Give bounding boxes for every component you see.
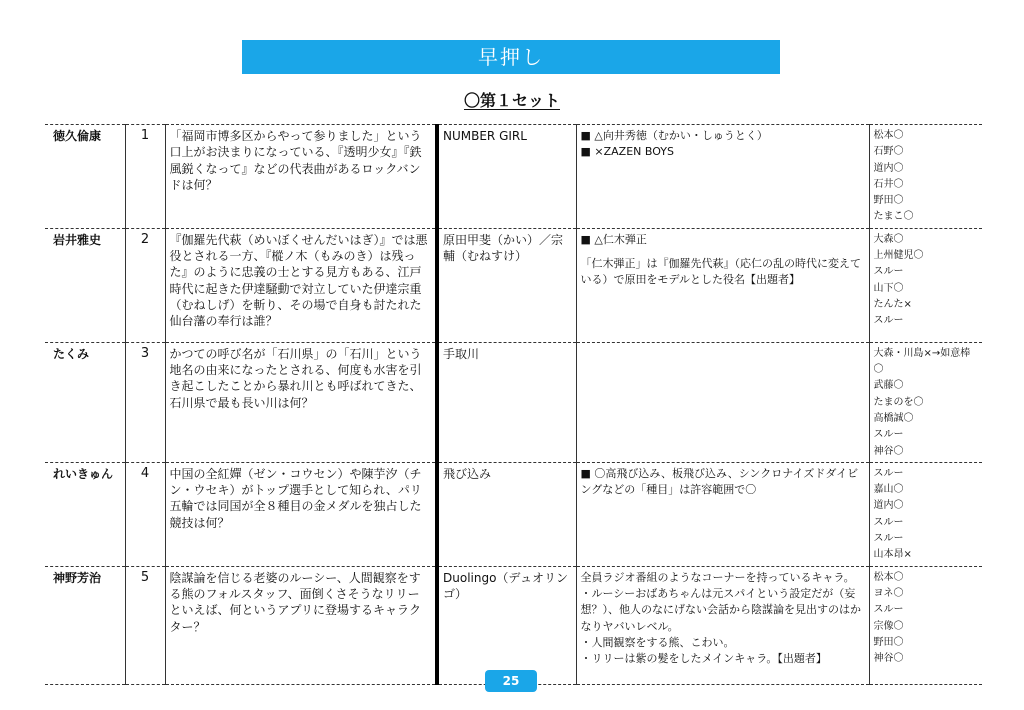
result-line: 大森・川島×→如意棒〇 — [873, 347, 971, 376]
section-banner: 早押し — [242, 40, 780, 74]
result-line: スルー — [873, 266, 904, 278]
question-number: 5 — [125, 566, 165, 684]
question-table — [45, 124, 982, 685]
note-line: 「仁木弾正」は『伽羅先代萩』（応仁の乱の時代に変えている）で原田をモデルとした役名【出題者】 — [580, 257, 861, 287]
results-cell — [869, 462, 982, 566]
question-text: かつての呼び名が「石川県」の「石川」という地名の由来になったとされる、何度も水害を引き起こしたことから暴れ川とも呼ばれてきた、石川県で最も長い川は何？ — [165, 342, 437, 462]
notes-cell — [576, 228, 869, 342]
result-line: 石井〇 — [873, 178, 904, 190]
note-line: ・ルーシーおばあちゃんは元スパイという設定だが（妄想？）、他人のなにげない会話から陰謀論を見出すのはかなりヤバいレベル。 — [580, 586, 861, 633]
result-line: 道内〇 — [873, 500, 904, 512]
author-cell: 神野芳治 — [45, 566, 125, 684]
result-line: スルー — [873, 315, 904, 327]
results-cell — [869, 566, 982, 684]
result-line: 山下〇 — [873, 282, 904, 294]
result-line: 宗像〇 — [873, 620, 904, 632]
table-row — [45, 228, 982, 342]
table-row — [45, 566, 982, 684]
result-line: ヨネ〇 — [873, 587, 904, 599]
note-line: ・リリーは紫の髪をしたメインキャラ。【出題者】 — [580, 652, 827, 666]
result-line: 石野〇 — [873, 146, 904, 158]
answer-cell: 飛び込み — [437, 462, 576, 566]
question-number: 4 — [125, 462, 165, 566]
result-line: 野田〇 — [873, 195, 904, 207]
answer-cell: Duolingo（デュオリンゴ） — [437, 566, 576, 684]
results-cell — [869, 125, 982, 229]
author-cell: 徳久倫康 — [45, 125, 125, 229]
author-cell: たくみ — [45, 342, 125, 462]
table-row — [45, 462, 982, 566]
note-line: ■ △仁木弾正 — [580, 232, 647, 246]
result-line: 高橋誠〇 — [873, 412, 914, 424]
note-line: ■ ×ZAZEN BOYS — [580, 145, 674, 159]
result-line: 大森〇 — [873, 233, 904, 245]
result-line: 嘉山〇 — [873, 484, 904, 496]
result-line: 道内〇 — [873, 162, 904, 174]
author-cell: 岩井雅史 — [45, 228, 125, 342]
question-number: 1 — [125, 125, 165, 229]
note-line: 全員ラジオ番組のようなコーナーを持っているキャラ。 — [580, 570, 855, 584]
question-number: 3 — [125, 342, 165, 462]
result-line: 神谷〇 — [873, 445, 904, 457]
result-line: 神谷〇 — [873, 653, 904, 665]
result-line: 上州健児〇 — [873, 250, 924, 262]
result-line: たまこ〇 — [873, 211, 914, 223]
answer-cell: 手取川 — [437, 342, 576, 462]
question-text: 「福岡市博多区からやって参りました」という口上がお決まりになっている、『透明少女』『鉄風鋭くなって』などの代表曲があるロックバンドは何？ — [165, 125, 437, 229]
result-line: スルー — [873, 467, 904, 479]
set-title: 〇第１セット — [463, 91, 560, 110]
notes-cell — [576, 125, 869, 229]
question-text: 『伽羅先代萩（めいぼくせんだいはぎ）』では悪役とされる一方、『樅ノ木（もみのき）は残った』のように忠義の士とする見方もある、江戸時代に起きた伊達騒動で対立していた伊達宗重（むねしげ）を斬り、その場で自身も討たれた仙台藩の奉行は誰？ — [165, 228, 437, 342]
result-line: スルー — [873, 516, 904, 528]
question-text: 陰謀論を信じる老婆のルーシー、人間観察をする熊のフォルスタッフ、面倒くさそうなリリーといえば、何というアプリに登場するキャラクター？ — [165, 566, 437, 684]
results-cell — [869, 342, 982, 462]
question-text: 中国の全紅嬋（ゼン・コウセン）や陳芋汐（チン・ウセキ）がトップ選手として知られ、パリ五輪では同国が全８種目の金メダルを独占した競技は何？ — [165, 462, 437, 566]
answer-cell: 原田甲斐（かい）／宗輔（むねすけ） — [437, 228, 576, 342]
result-line: スルー — [873, 533, 904, 545]
note-line: ・人間観察をする熊、こわい。 — [580, 635, 735, 649]
page-number: 25 — [485, 670, 537, 692]
result-line: 松本〇 — [873, 571, 904, 583]
result-line: 山本昂× — [873, 549, 912, 561]
notes-cell — [576, 566, 869, 684]
answer-cell: NUMBER GIRL — [437, 125, 576, 229]
note-line: ■ △向井秀徳（むかい・しゅうとく） — [580, 129, 768, 142]
result-line: たんた× — [873, 298, 912, 310]
result-line: たまのを〇 — [873, 396, 924, 408]
notes-cell — [576, 462, 869, 566]
result-line: 野田〇 — [873, 636, 904, 648]
question-number: 2 — [125, 228, 165, 342]
result-line: スルー — [873, 604, 904, 616]
results-cell — [869, 228, 982, 342]
notes-cell — [576, 342, 869, 462]
table-row — [45, 125, 982, 229]
result-line: スルー — [873, 429, 904, 441]
table-row — [45, 342, 982, 462]
result-line: 武藤〇 — [873, 380, 904, 392]
note-line: ■ 〇高飛び込み、板飛び込み、シンクロナイズドダイビングなどの「種目」は許容範囲で〇 — [580, 466, 859, 497]
author-cell: れいきゅん — [45, 462, 125, 566]
result-line: 松本〇 — [873, 130, 904, 141]
